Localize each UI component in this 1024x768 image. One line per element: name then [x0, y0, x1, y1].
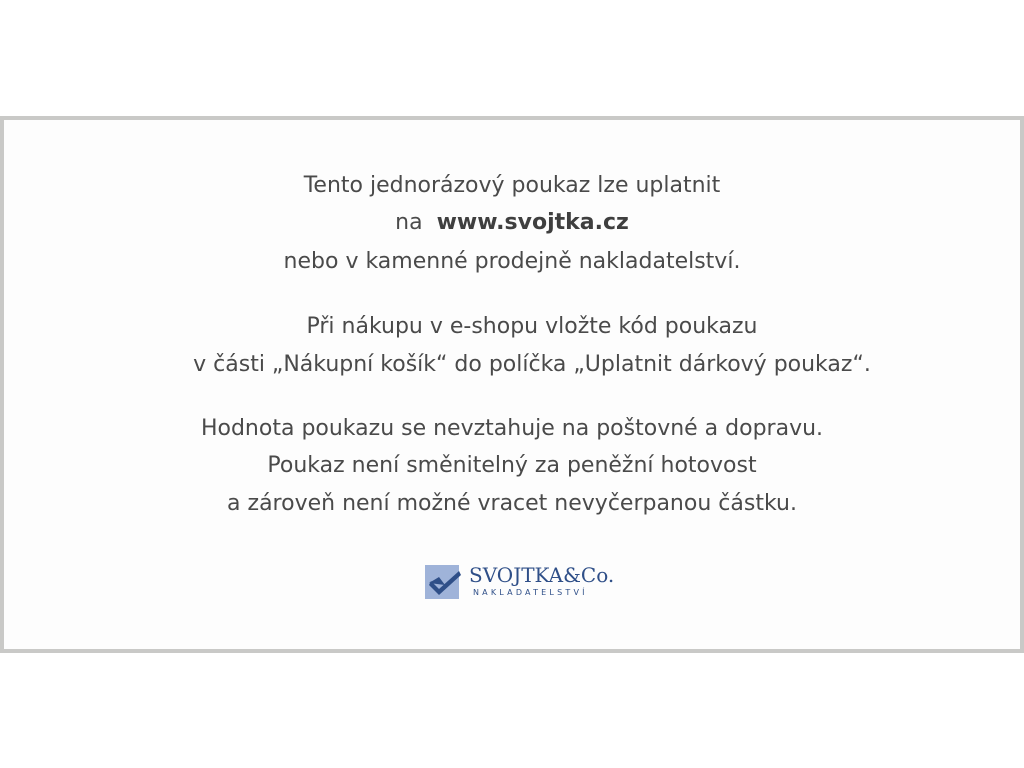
paragraph1-line2-prefix: na [395, 210, 437, 235]
paragraph3-line1: Hodnota poukazu se nevztahuje na poštovné a dopravu. [200, 416, 824, 441]
paragraph3-line3: a zároveň není možné vracet nevyčerpanou částku. [227, 491, 797, 516]
paragraph2-line1: Při nákupu v e-shopu vložte kód poukazu [306, 314, 758, 339]
book-check-icon [425, 563, 461, 599]
logo-name: SVOJTKA&Co. [469, 563, 615, 587]
paragraph1-line2 [0, 209, 1024, 237]
paragraph1-line3: nebo v kamenné prodejně nakladatelství. [283, 249, 741, 274]
publisher-logo [425, 563, 615, 603]
paragraph2-line2: v části „Nákupní košík“ do políčka „Uplatnit dárkový poukaz“. [193, 352, 871, 377]
logo-subtitle: NAKLADATELSTVÍ [473, 588, 588, 597]
paragraph1-line1: Tento jednorázový poukaz lze uplatnit [303, 173, 721, 198]
website-link[interactable]: www.svojtka.cz [436, 210, 629, 235]
paragraph3-line2: Poukaz není směnitelný za peněžní hotovost [267, 453, 757, 478]
